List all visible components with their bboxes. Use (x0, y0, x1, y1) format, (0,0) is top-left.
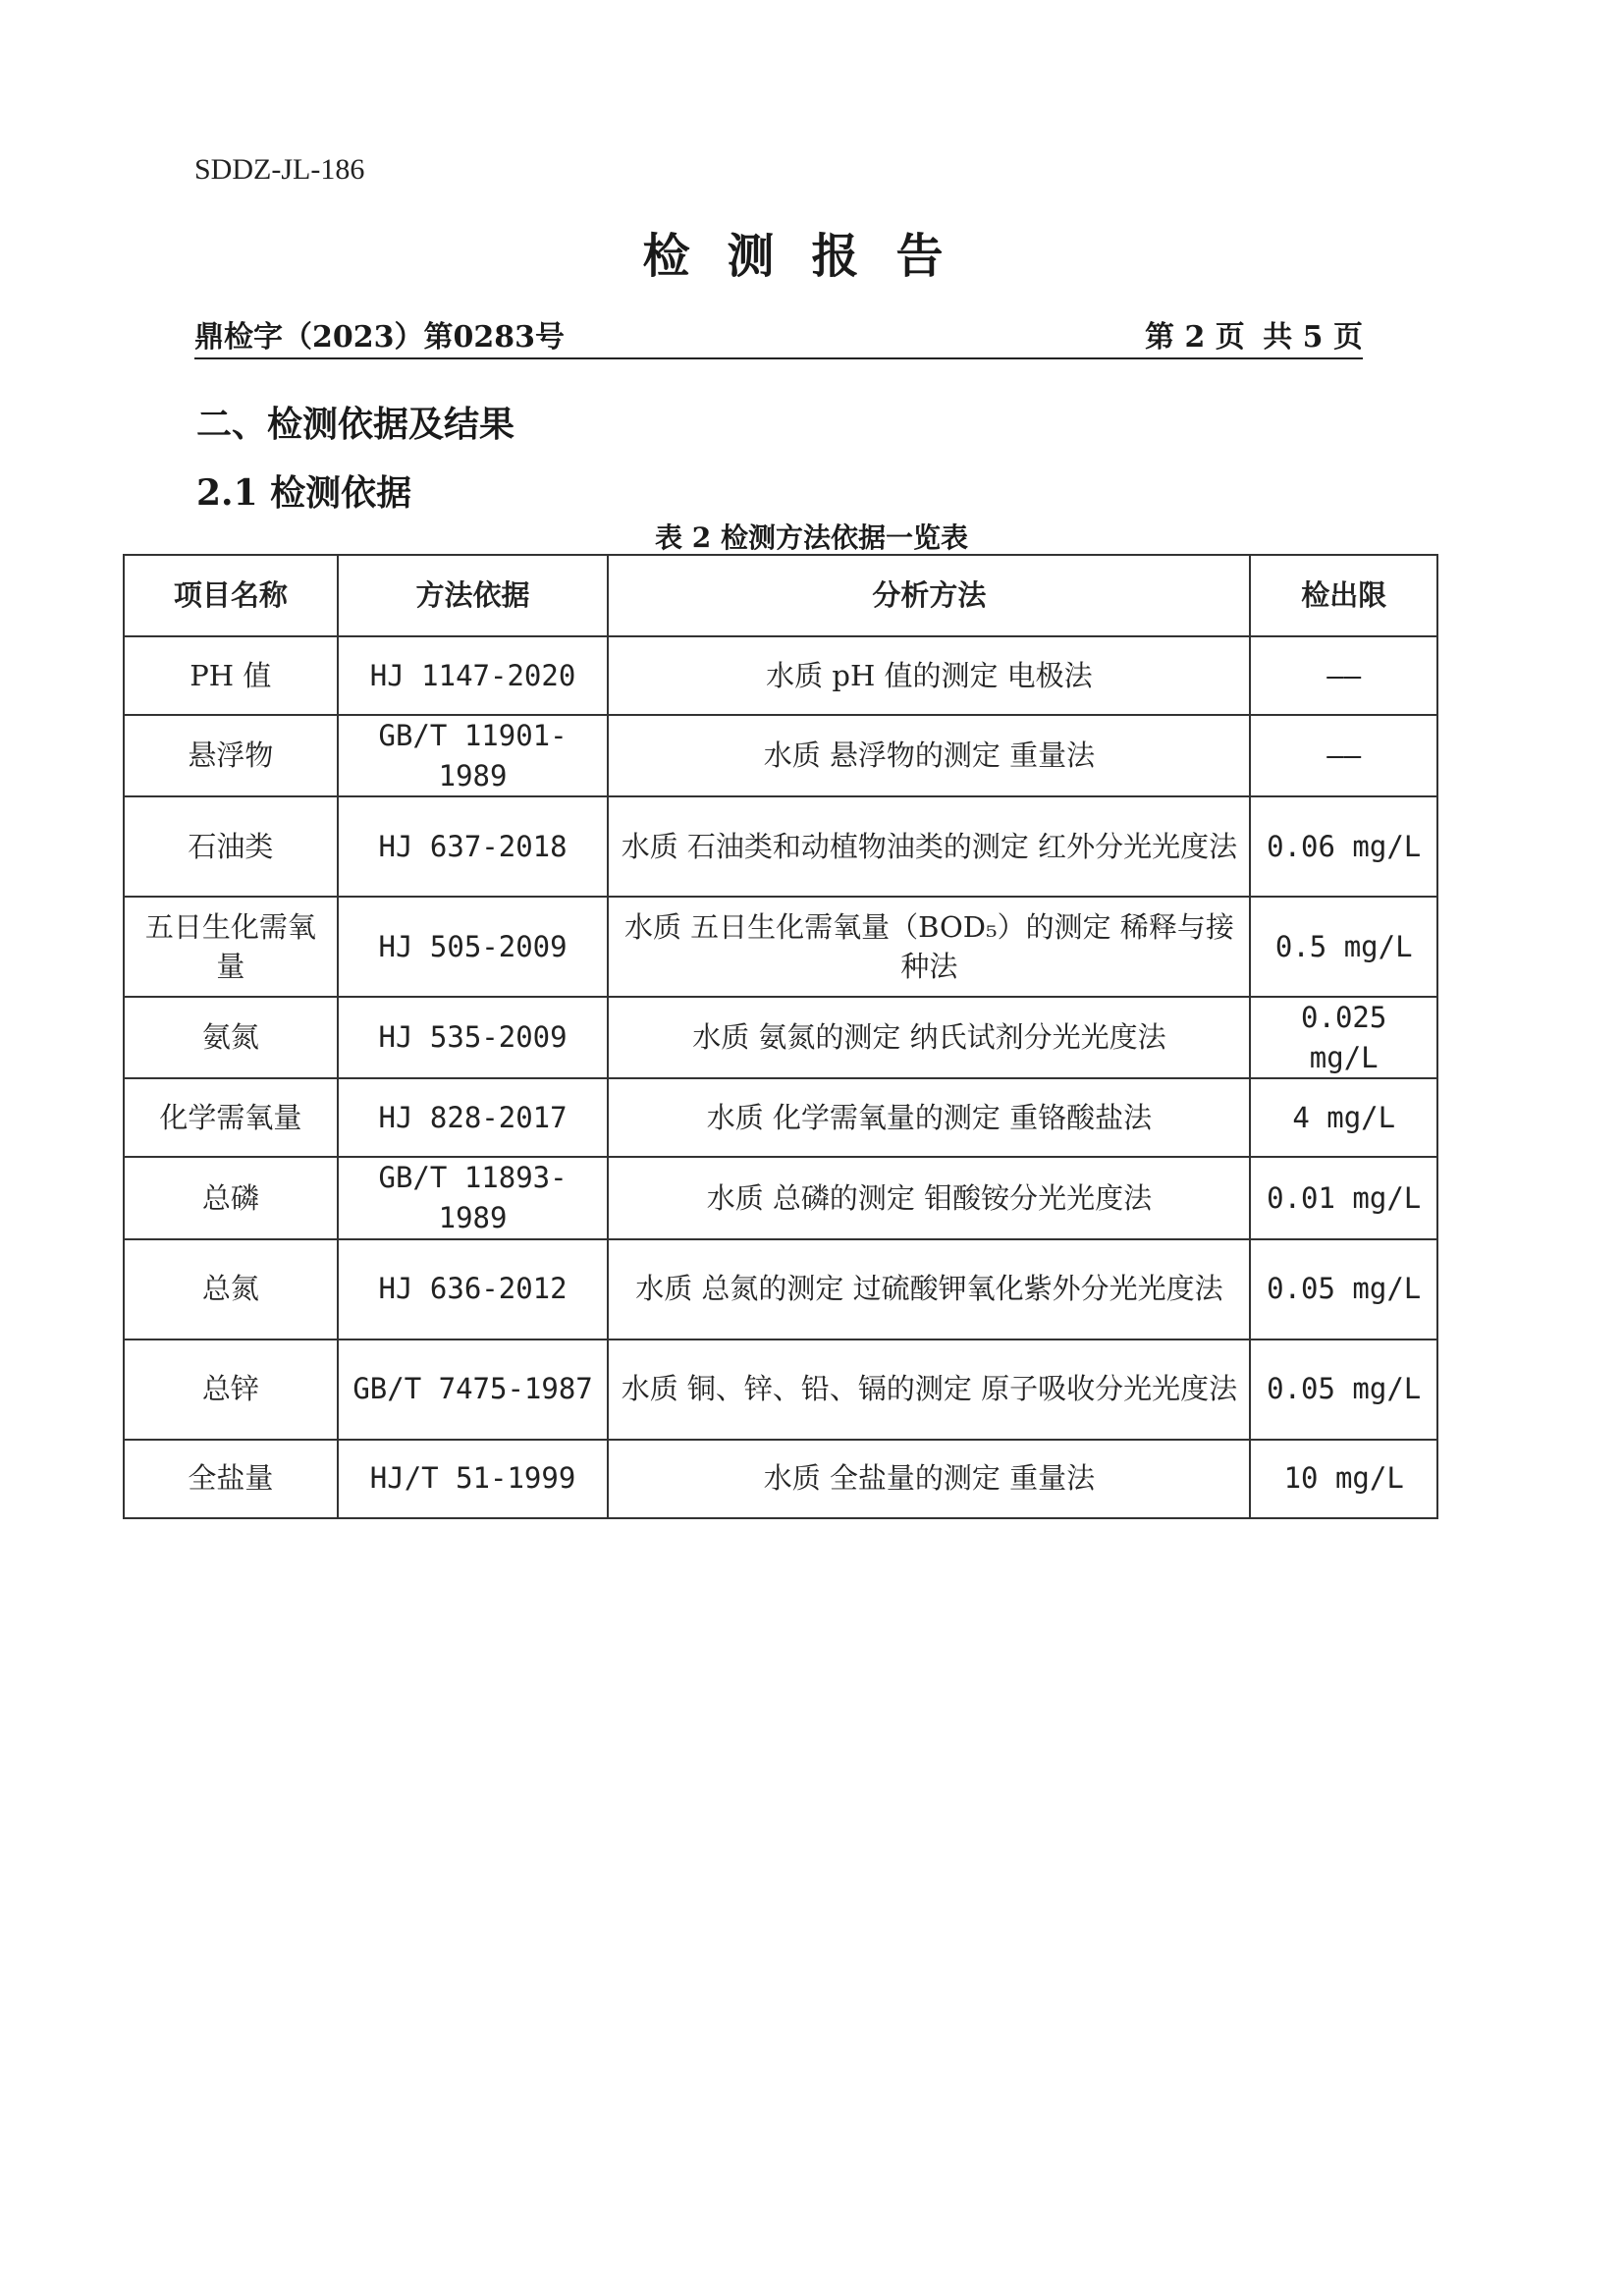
cell-standard: HJ 637-2018 (338, 796, 609, 897)
cell-method: 水质 铜、锌、铅、镉的测定 原子吸收分光光度法 (608, 1339, 1250, 1440)
table-row (124, 715, 1437, 796)
page-number: 第 2 页 (1145, 320, 1245, 355)
cell-method: 水质 全盐量的测定 重量法 (608, 1440, 1250, 1518)
cell-limit: 0.06 mg/L (1250, 796, 1437, 897)
table-row (124, 1078, 1437, 1157)
report-header-line (194, 312, 1363, 359)
cell-method: 水质 总磷的测定 钼酸铵分光光度法 (608, 1157, 1250, 1238)
header-detection-limit: 检出限 (1250, 555, 1437, 636)
report-number: 鼎检字（2023）第0283号 (194, 320, 565, 355)
page-info (1137, 312, 1363, 355)
cell-item: 化学需氧量 (124, 1078, 338, 1157)
cell-item: 五日生化需氧量 (124, 897, 338, 997)
cell-method: 水质 氨氮的测定 纳氏试剂分光光度法 (608, 997, 1250, 1078)
cell-item: 总磷 (124, 1157, 338, 1238)
header-standard: 方法依据 (338, 555, 609, 636)
cell-standard: HJ 505-2009 (338, 897, 609, 997)
document-code: SDDZ-JL-186 (194, 153, 365, 186)
cell-limit: 0.025 mg/L (1250, 997, 1437, 1078)
cell-standard: GB/T 11901-1989 (338, 715, 609, 796)
cell-standard: HJ/T 51-1999 (338, 1440, 609, 1518)
cell-limit: 4 mg/L (1250, 1078, 1437, 1157)
table-row (124, 1157, 1437, 1238)
cell-method: 水质 总氮的测定 过硫酸钾氧化紫外分光光度法 (608, 1239, 1250, 1339)
cell-standard: HJ 1147-2020 (338, 636, 609, 715)
cell-item: PH 值 (124, 636, 338, 715)
table-row (124, 897, 1437, 997)
cell-limit: 0.05 mg/L (1250, 1339, 1437, 1440)
table-row (124, 636, 1437, 715)
cell-standard: GB/T 11893-1989 (338, 1157, 609, 1238)
header-method: 分析方法 (608, 555, 1250, 636)
report-title: 检测报告 (642, 229, 981, 284)
methods-table (123, 554, 1438, 1519)
cell-limit: 0.5 mg/L (1250, 897, 1437, 997)
table-row (124, 1440, 1437, 1518)
section-heading: 二、检测依据及结果 (196, 404, 515, 445)
page-total: 共 5 页 (1263, 320, 1363, 355)
cell-item: 悬浮物 (124, 715, 338, 796)
cell-standard: GB/T 7475-1987 (338, 1339, 609, 1440)
cell-method: 水质 pH 值的测定 电极法 (608, 636, 1250, 715)
header-item-name: 项目名称 (124, 555, 338, 636)
table-row (124, 796, 1437, 897)
table-row (124, 1239, 1437, 1339)
cell-item: 全盐量 (124, 1440, 338, 1518)
cell-limit: —— (1250, 715, 1437, 796)
table-header-row (124, 555, 1437, 636)
table-row (124, 1339, 1437, 1440)
cell-limit: 0.05 mg/L (1250, 1239, 1437, 1339)
cell-item: 石油类 (124, 796, 338, 897)
table-caption: 表 2 检测方法依据一览表 (655, 521, 968, 554)
cell-limit: —— (1250, 636, 1437, 715)
cell-item: 总氮 (124, 1239, 338, 1339)
cell-item: 总锌 (124, 1339, 338, 1440)
cell-method: 水质 悬浮物的测定 重量法 (608, 715, 1250, 796)
cell-limit: 10 mg/L (1250, 1440, 1437, 1518)
cell-standard: HJ 636-2012 (338, 1239, 609, 1339)
subsection-heading: 2.1 检测依据 (196, 472, 412, 514)
table-row (124, 997, 1437, 1078)
cell-method: 水质 五日生化需氧量（BOD₅）的测定 稀释与接种法 (608, 897, 1250, 997)
cell-item: 氨氮 (124, 997, 338, 1078)
cell-method: 水质 化学需氧量的测定 重铬酸盐法 (608, 1078, 1250, 1157)
cell-standard: HJ 828-2017 (338, 1078, 609, 1157)
cell-standard: HJ 535-2009 (338, 997, 609, 1078)
cell-method: 水质 石油类和动植物油类的测定 红外分光光度法 (608, 796, 1250, 897)
cell-limit: 0.01 mg/L (1250, 1157, 1437, 1238)
